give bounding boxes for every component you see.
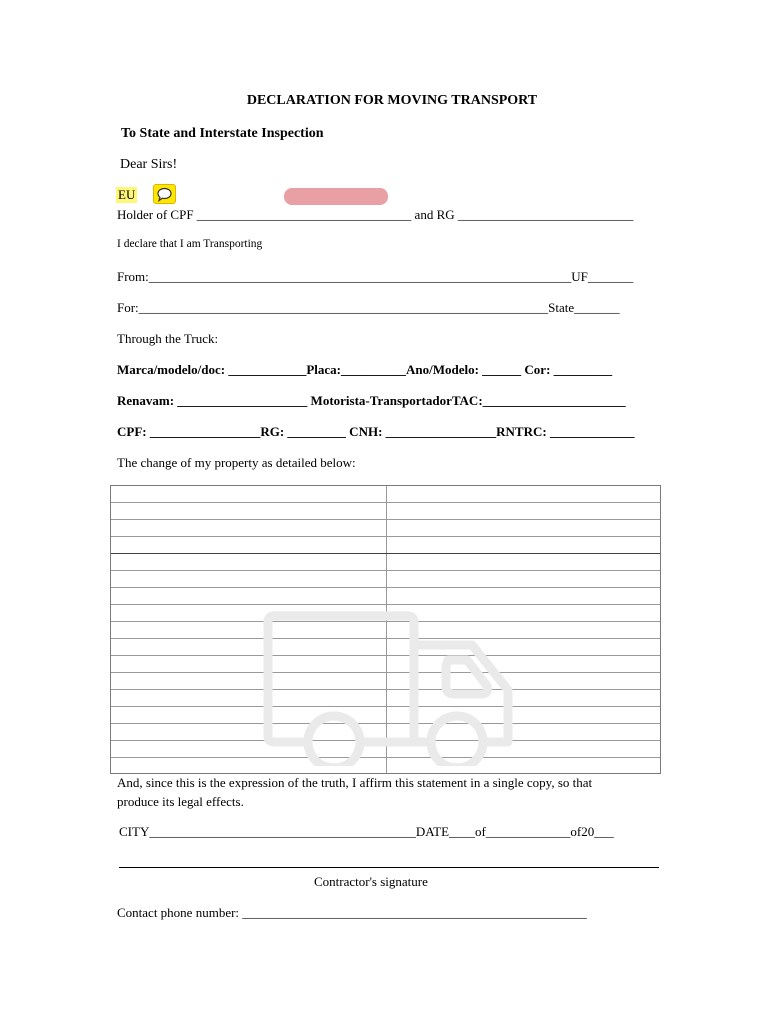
change-text: The change of my property as detailed below: bbox=[117, 455, 356, 470]
affirm-text-2: produce its legal effects. bbox=[117, 794, 244, 809]
driver-docs-line: CPF: _________________RG: _________ CNH: _________________RNTRC: _____________ bbox=[117, 424, 635, 439]
subtitle: To State and Interstate Inspection bbox=[121, 126, 324, 141]
redacted-name bbox=[284, 188, 388, 205]
from-line: From:_________________________________________________________________UF_______ bbox=[117, 269, 634, 284]
document-title: DECLARATION FOR MOVING TRANSPORT bbox=[246, 93, 538, 108]
speech-bubble-icon[interactable] bbox=[153, 184, 176, 204]
signature-line bbox=[119, 867, 659, 868]
through-truck-text: Through the Truck: bbox=[117, 331, 219, 346]
for-line: For:_______________________________________________________________State_______ bbox=[117, 300, 620, 315]
signature-label: Contractor's signature bbox=[314, 874, 428, 889]
eu-label: EU bbox=[118, 187, 136, 202]
renavam-line: Renavam: ____________________ Motorista-TransportadorTAC:______________________ bbox=[117, 393, 626, 408]
affirm-text-1: And, since this is the expression of the truth, I affirm this statement in a single copy, so that bbox=[117, 775, 593, 790]
cpf-rg-line: Holder of CPF _________________________________ and RG ___________________________ bbox=[117, 207, 634, 222]
city-date-line: CITY_________________________________________DATE____of_____________of20___ bbox=[119, 824, 614, 839]
vehicle-line: Marca/modelo/doc: ____________Placa:__________Ano/Modelo: ______ Cor: _________ bbox=[117, 362, 613, 377]
greeting: Dear Sirs! bbox=[120, 157, 178, 172]
phone-line: Contact phone number: _____________________________________________________ bbox=[117, 905, 587, 920]
truck-icon bbox=[262, 610, 514, 766]
declare-text: I declare that I am Transporting bbox=[117, 238, 263, 250]
